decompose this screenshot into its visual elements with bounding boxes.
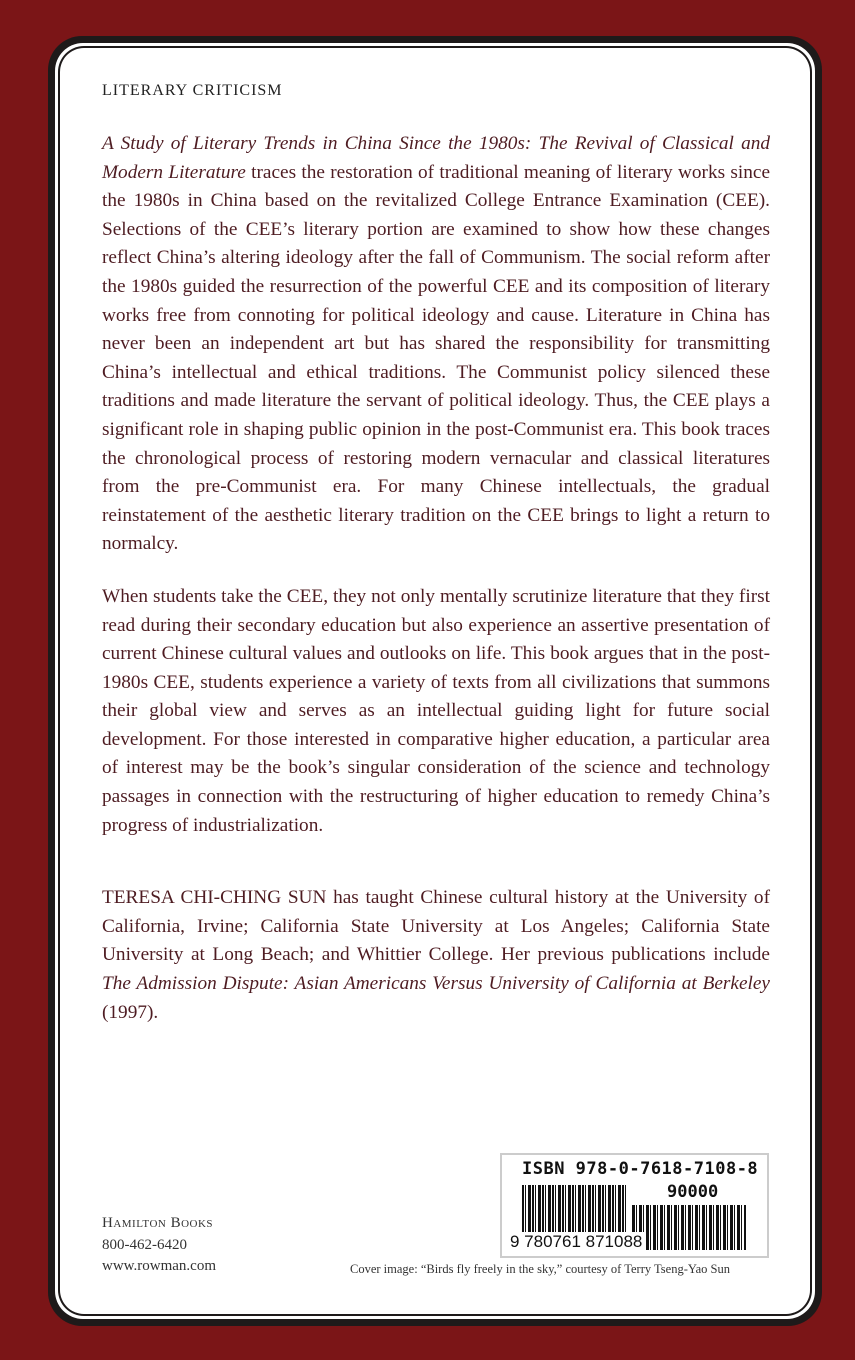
book-title: A Study of Literary Trends in China Since the 1980s: The Revival of Classical and Modern Literature [102, 133, 770, 183]
description-text: traces the restoration of traditional meaning of literary works since the 1980s in China based on the revitalized College Entrance Examination (CEE). Selections of the CEE’s literary portion are examined to show how these changes reflect China’s altering ideology after the fall of Communism. The social reform after the 1980s guided the resurrection of the powerful CEE and its composition of literary works free from connoting for political ideology and cause. Literature in China has never been an independent art but has shared the responsibility for transmitting China’s intellectual and ethical traditions. The Communist policy silenced these traditions and made literature the servant of political ideology. Thus, the CEE plays a significant role in shaping public opinion in the post-Communist era. This book traces the chronological process of restoring modern vernacular and classical literatures from the pre-Communist era. For many Chinese intellectuals, the gradual reinstatement of the aesthetic literary tradition on the CEE brings to light a return to normalcy. [102, 161, 771, 555]
publisher-website: www.rowman.com [102, 1258, 217, 1274]
author-bio [102, 884, 770, 1027]
back-cover-text [102, 82, 770, 1051]
description-paragraph-2: When students take the CEE, they not only mentally scrutinize literature that they first read during their secondary education but also experience an assertive presentation of current Chinese cultural values and outlooks on life. This book argues that in the post-1980s CEE, students experience a variety of texts from all civilizations that summons their global view and serves as an intellectual guiding light for future social development. For those interested in comparative higher education, a particular area of interest may be the book’s singular consideration of the science and technology passages in connection with the restructuring of higher education to remedy China’s progress of industrialization. [102, 585, 770, 836]
author-bio-text: has taught Chinese cultural history at the University of California, Irvine; California State University at Los Angeles; California State University at Long Beach; and Whittier College. Her previous publications include [102, 887, 770, 966]
price-addon-number: 90000 [667, 1182, 719, 1202]
addon-barcode-bars [632, 1205, 746, 1250]
cover-image-credit: Cover image: “Birds fly freely in the sky,” courtesy of Terry Tseng-Yao Sun [350, 1262, 731, 1276]
author-name: TERESA CHI-CHING SUN [102, 887, 327, 909]
publisher-name: Hamilton Books [102, 1215, 214, 1231]
publisher-info [102, 1213, 216, 1278]
previous-book-title: The Admission Dispute: Asian Americans Versus University of California at Berkeley [102, 973, 770, 995]
author-bio-year: (1997). [102, 1001, 159, 1023]
barcode-bars [522, 1185, 626, 1237]
category-label: LITERARY CRITICISM [102, 82, 283, 99]
publisher-phone: 800-462-6420 [102, 1236, 187, 1253]
isbn-barcode [500, 1153, 769, 1258]
description-paragraph-1 [102, 130, 770, 559]
ean-number: 9 780761 871088 [510, 1232, 643, 1251]
isbn-label: ISBN 978-0-7618-7108-8 [522, 1159, 759, 1179]
